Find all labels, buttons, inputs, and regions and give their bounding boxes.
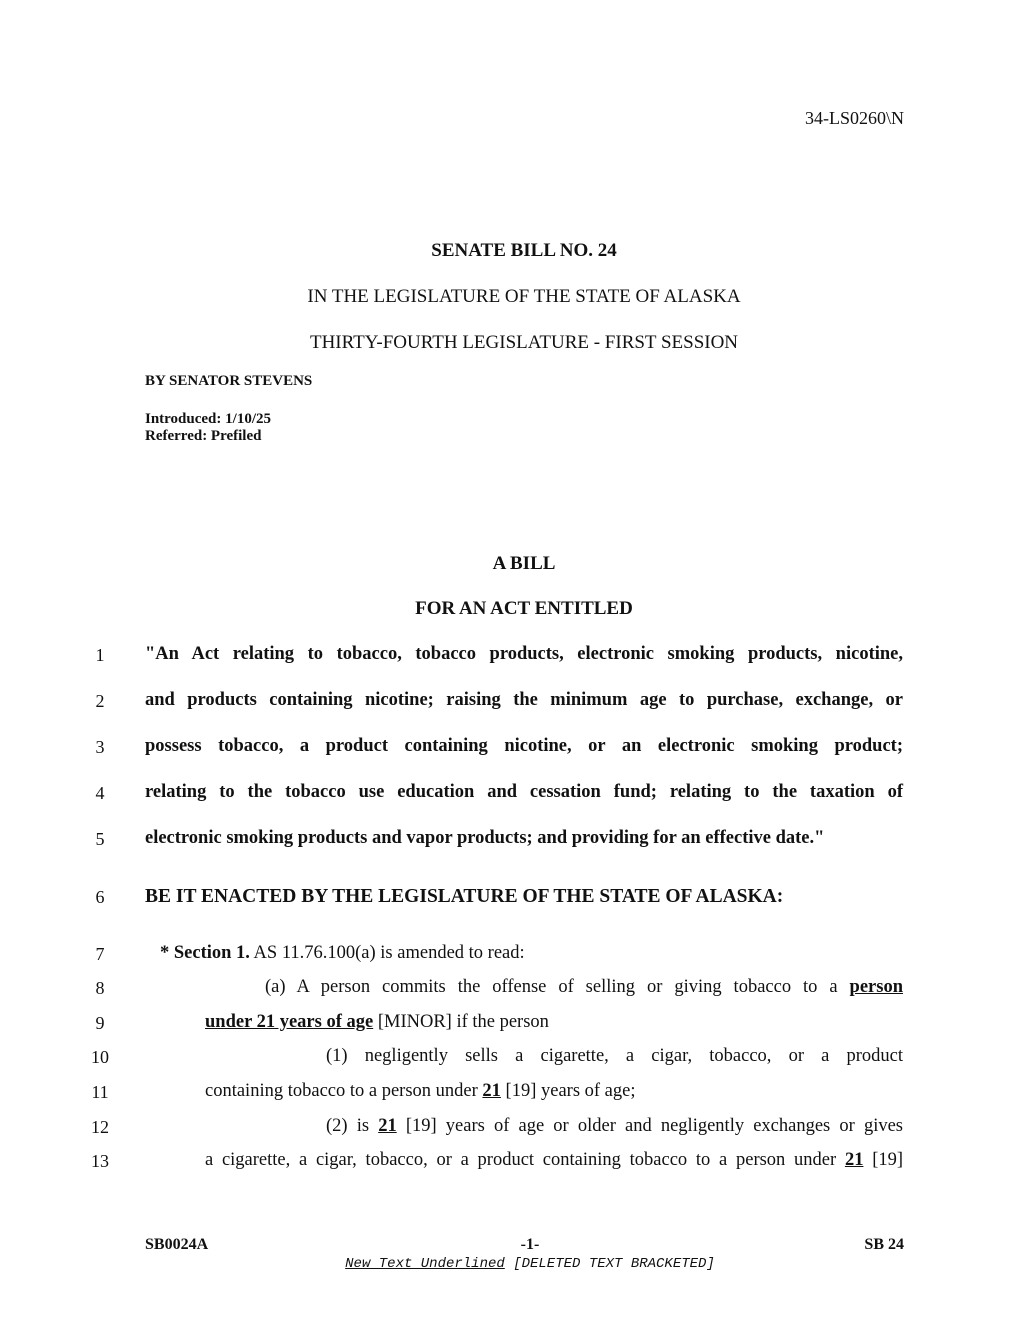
line-number: 9 (95, 1013, 105, 1033)
statute-text: [19] years of age; (505, 1081, 636, 1101)
statute-text: (2) is (326, 1116, 370, 1136)
statute-line: (1) negligently sells a cigarette, a cigar, tobacco, or a product (326, 1046, 903, 1066)
sponsor-line: BY SENATOR STEVENS (145, 373, 313, 389)
statute-line (205, 1012, 549, 1033)
section-text: AS 11.76.100(a) is amended to read: (253, 943, 525, 963)
inserted-text: 21 (378, 1116, 397, 1136)
inserted-text: person (849, 977, 903, 997)
line-number: 3 (95, 737, 105, 757)
line-number: 4 (95, 783, 105, 803)
line-number: 10 (91, 1047, 109, 1067)
statute-text: a cigarette, a cigar, tobacco, or a product containing tobacco to a person under (205, 1150, 837, 1170)
footer-bill-code: SB0024A (145, 1236, 209, 1253)
bill-heading: A BILL (492, 553, 556, 574)
footer-bill-number: SB 24 (864, 1236, 904, 1253)
formatting-legend (0, 1256, 1024, 1272)
line-number: 11 (91, 1082, 109, 1102)
line-number: 2 (95, 691, 105, 711)
session-line: THIRTY-FOURTH LEGISLATURE - FIRST SESSION (309, 332, 739, 353)
statute-line (205, 1081, 636, 1102)
section-label: * Section 1. (160, 943, 250, 963)
introduced-date: Introduced: 1/10/25 (145, 411, 271, 427)
inserted-text: 21 (844, 1150, 864, 1170)
statute-text: [19] (872, 1150, 904, 1170)
document-id: 34-LS0260\N (805, 108, 904, 128)
title-line: relating to the tobacco use education and cessation fund; relating to the taxation of (145, 782, 903, 802)
title-line: electronic smoking products and vapor products; and providing for an effective date." (145, 828, 825, 848)
inserted-text: 21 (482, 1081, 501, 1101)
title-line: and products containing nicotine; raising the minimum age to purchase, exchange, or (145, 690, 903, 710)
statute-text: [19] years of age or older and negligently exchanges or gives (405, 1116, 903, 1136)
legend-deleted-text: [DELETED TEXT BRACKETED] (513, 1256, 715, 1272)
line-number: 1 (95, 645, 105, 665)
enacting-clause: BE IT ENACTED BY THE LEGISLATURE OF THE STATE OF ALASKA: (145, 886, 784, 907)
statute-text: containing tobacco to a person under (205, 1081, 478, 1101)
line-number: 12 (91, 1117, 109, 1137)
legend-new-text: New Text Underlined (345, 1256, 505, 1272)
page-number: -1- (520, 1236, 540, 1253)
bill-title: SENATE BILL NO. 24 (431, 240, 617, 261)
line-number: 13 (91, 1151, 109, 1171)
inserted-text: under 21 years of age (205, 1012, 374, 1032)
statute-line (205, 1150, 903, 1171)
line-number: 7 (95, 944, 105, 964)
referred-status: Referred: Prefiled (145, 428, 262, 444)
title-line: "An Act relating to tobacco, tobacco products, electronic smoking products, nicotine, (145, 644, 903, 664)
title-line: possess tobacco, a product containing nicotine, or an electronic smoking product; (145, 736, 903, 756)
statute-text: [MINOR] if the person (377, 1012, 549, 1032)
act-entitled-heading: FOR AN ACT ENTITLED (415, 598, 633, 619)
line-number: 5 (95, 829, 105, 849)
statute-line (265, 977, 903, 998)
line-number: 8 (95, 978, 105, 998)
line-number: 6 (95, 887, 105, 907)
statute-text: (a) A person commits the offense of selling or giving tobacco to a (265, 977, 838, 997)
section-header (160, 943, 525, 964)
statute-line (326, 1116, 903, 1137)
legislature-line: IN THE LEGISLATURE OF THE STATE OF ALASKA (307, 286, 741, 307)
